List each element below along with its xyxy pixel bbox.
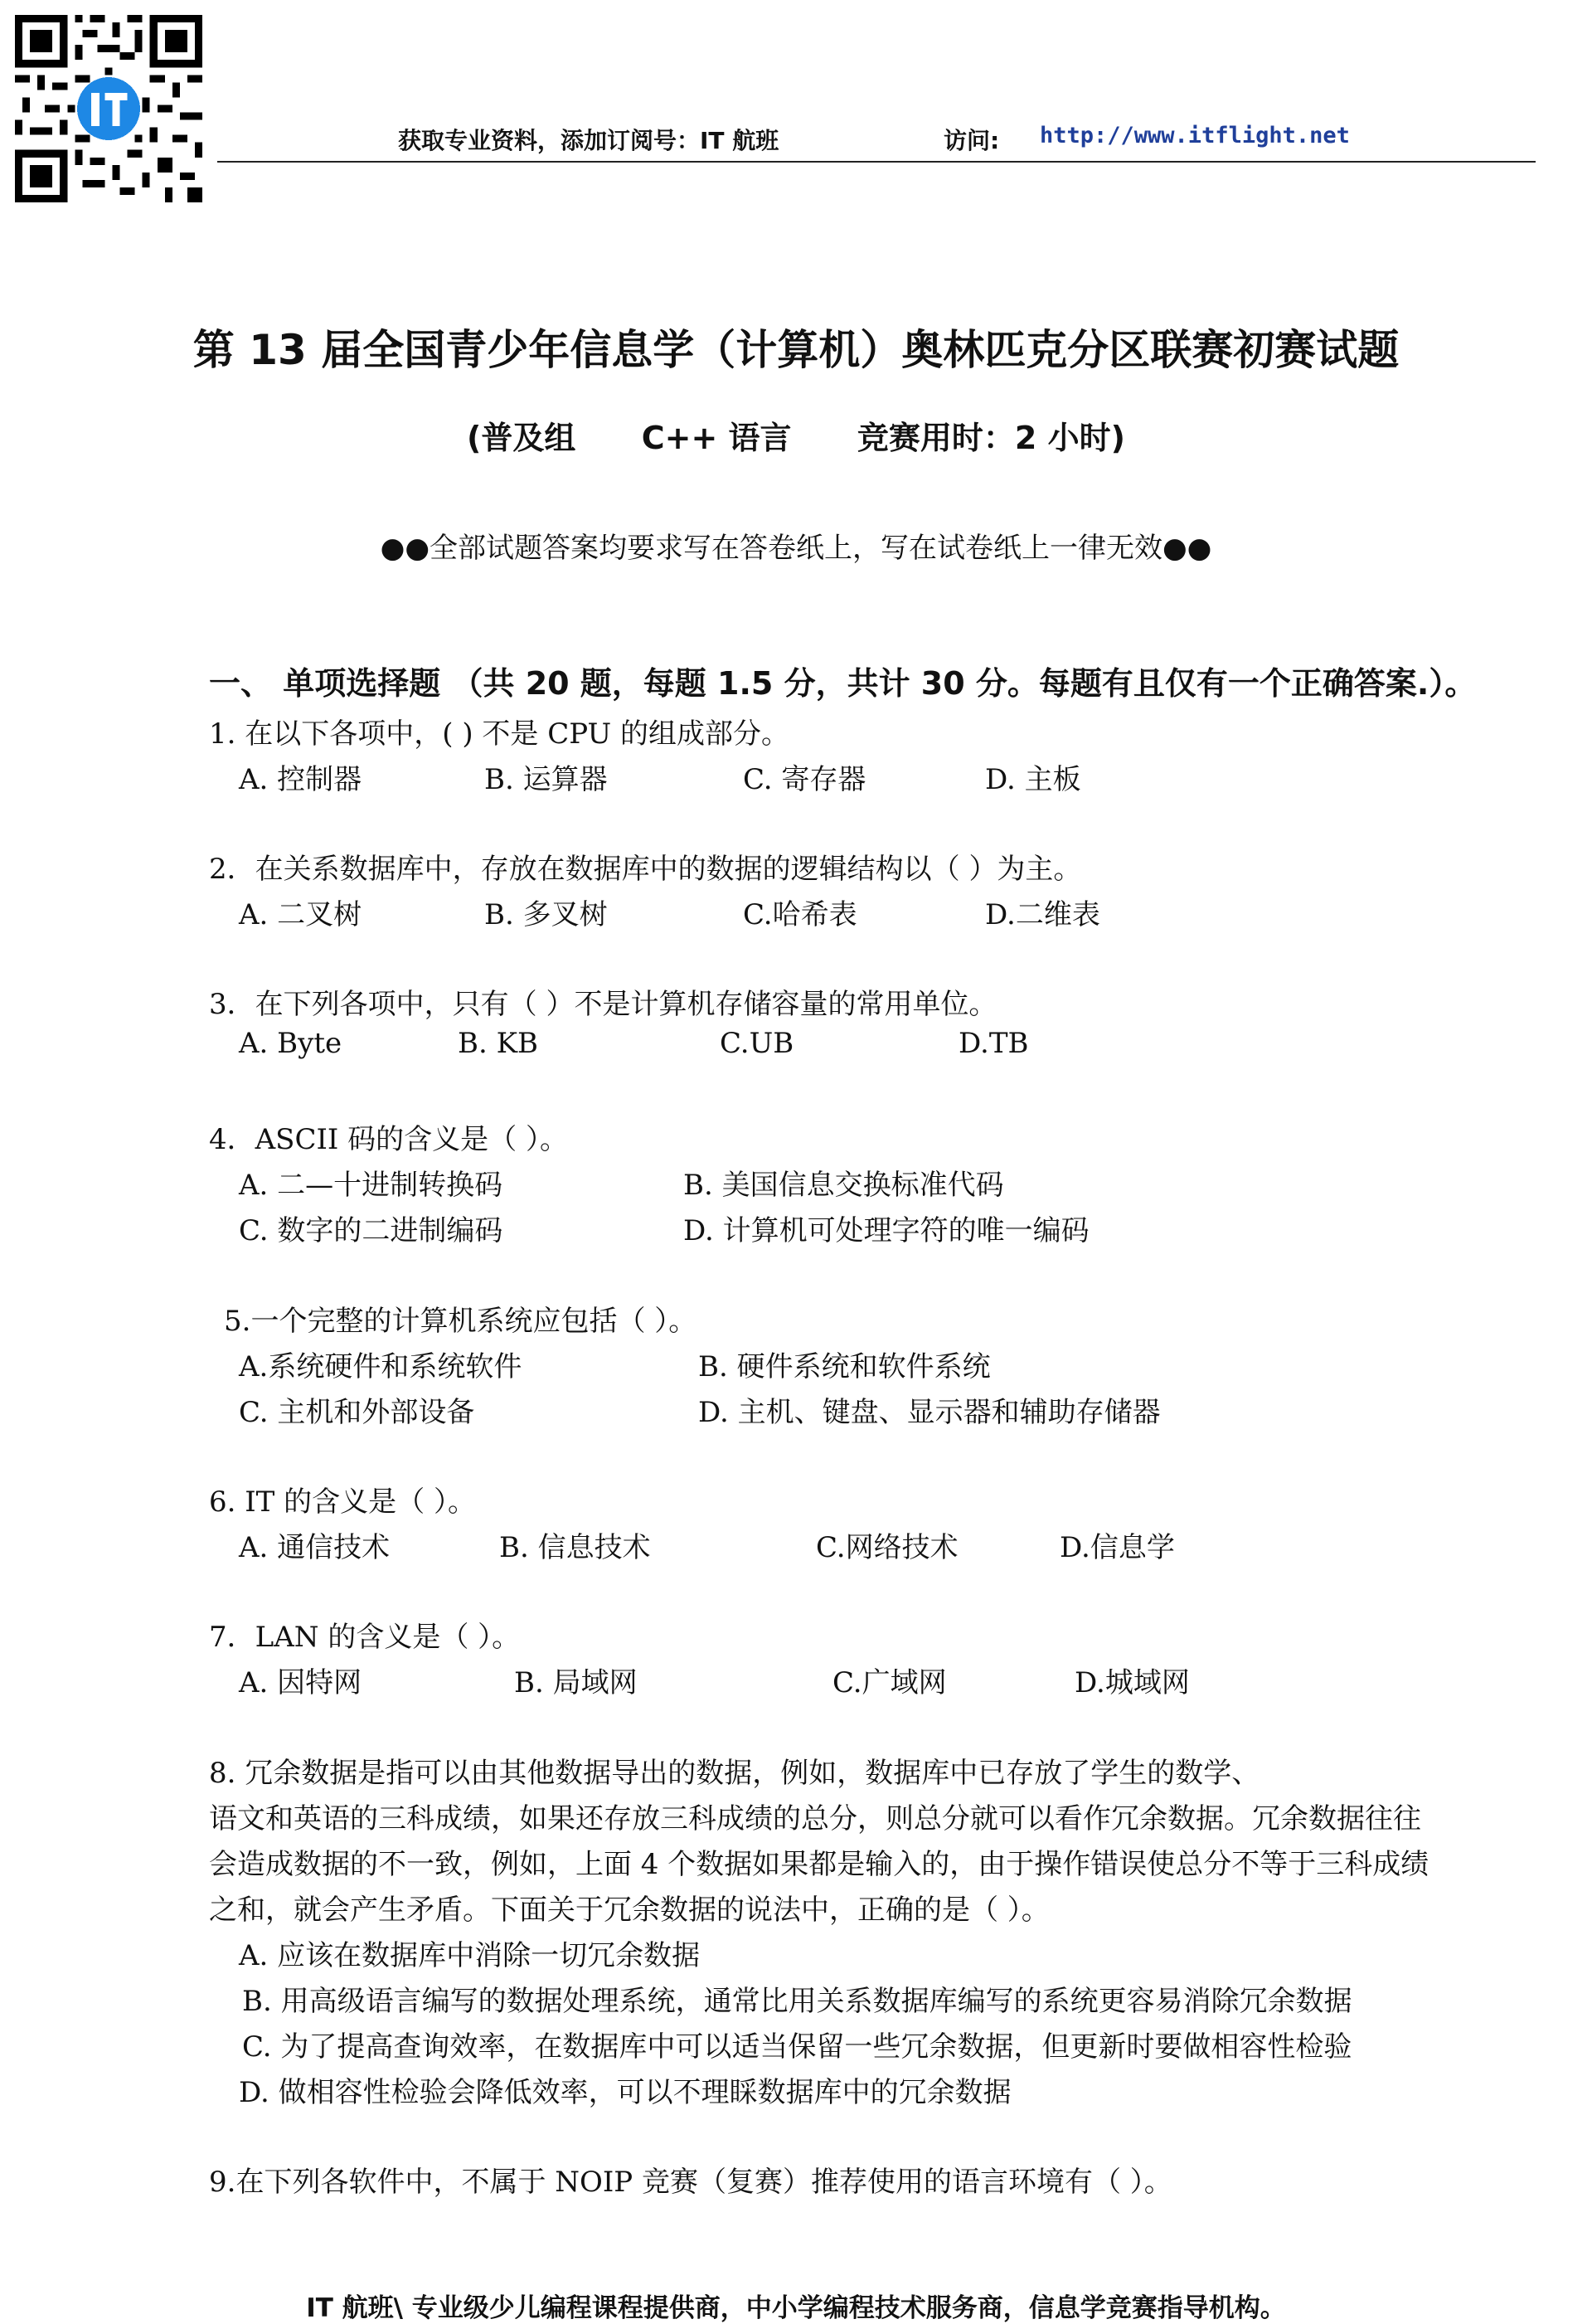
q1-option-a: A. 控制器: [239, 763, 362, 796]
q4-option-d: D. 计算机可处理字符的唯一编码: [683, 1214, 1090, 1247]
question-8-stem-line-3: 会造成数据的不一致，例如，上面 4 个数据如果都是输入的，由于操作错误使总分不等于三科成绩: [209, 1848, 1429, 1881]
q4-option-a: A. 二—十进制转换码: [239, 1169, 503, 1202]
exam-title: 第 13 届全国青少年信息学（计算机）奥林匹克分区联赛初赛试题: [192, 326, 1400, 374]
q6-option-b: B. 信息技术: [499, 1531, 651, 1564]
question-5-stem: 5.一个完整的计算机系统应包括（ ）。: [224, 1305, 697, 1338]
q7-option-d: D.城域网: [1075, 1666, 1190, 1699]
question-6-stem: 6. IT 的含义是（ ）。: [209, 1485, 476, 1519]
q2-option-a: A. 二叉树: [239, 898, 362, 931]
q3-option-b: B. KB: [458, 1027, 538, 1060]
q7-option-c: C.广域网: [832, 1666, 947, 1699]
q2-option-d: D.二维表: [985, 898, 1100, 931]
q2-option-c: C.哈希表: [743, 898, 857, 931]
q4-option-c: C. 数字的二进制编码: [239, 1214, 503, 1247]
q5-option-c: C. 主机和外部设备: [239, 1396, 475, 1429]
q8-option-d: D. 做相容性检验会降低效率，可以不理睬数据库中的冗余数据: [239, 2076, 1012, 2109]
q1-option-b: B. 运算器: [484, 763, 608, 796]
section-heading: 一、 单项选择题 （共 20 题，每题 1.5 分，共计 30 分。每题有且仅有一个正确答案.）。: [209, 665, 1477, 702]
question-2-stem: 2．在关系数据库中，存放在数据库中的数据的逻辑结构以（ ）为主。: [209, 853, 1082, 886]
q7-option-b: B. 局域网: [514, 1666, 638, 1699]
q1-option-d: D. 主板: [985, 763, 1081, 796]
q6-option-d: D.信息学: [1060, 1531, 1175, 1564]
q6-option-c: C.网络技术: [816, 1531, 959, 1564]
exam-notice: ●●全部试题答案均要求写在答卷纸上，写在试卷纸上一律无效●●: [380, 532, 1212, 565]
qr-code-image: [15, 15, 202, 202]
q5-option-a: A.系统硬件和系统软件: [239, 1350, 522, 1383]
q4-option-b: B. 美国信息交换标准代码: [683, 1169, 1004, 1202]
subscribe-text: 获取专业资料，添加订阅号：IT 航班: [398, 127, 779, 154]
question-8-stem-line-2: 语文和英语的三科成绩，如果还存放三科成绩的总分，则总分就可以看作冗余数据。冗余数据往往: [209, 1802, 1421, 1835]
q8-option-b: B. 用高级语言编写的数据处理系统，通常比用关系数据库编写的系统更容易消除冗余数据: [242, 1985, 1352, 2018]
question-8-stem-line-4: 之和，就会产生矛盾。下面关于冗余数据的说法中，正确的是（ ）。: [209, 1894, 1050, 1927]
question-4-stem: 4．ASCII 码的含义是（ ）。: [209, 1123, 568, 1156]
q2-option-b: B. 多叉树: [484, 898, 608, 931]
q8-option-a: A. 应该在数据库中消除一切冗余数据: [239, 1939, 701, 1972]
q3-option-c: C.UB: [720, 1027, 794, 1060]
q8-option-c: C. 为了提高查询效率，在数据库中可以适当保留一些冗余数据，但更新时要做相容性检验: [242, 2030, 1352, 2064]
question-7-stem: 7．LAN 的含义是（ ）。: [209, 1621, 521, 1654]
question-3-stem: 3．在下列各项中，只有（ ）不是计算机存储容量的常用单位。: [209, 988, 997, 1021]
q5-option-d: D. 主机、键盘、显示器和辅助存储器: [698, 1396, 1161, 1429]
q7-option-a: A. 因特网: [239, 1666, 362, 1699]
exam-subtitle: (普及组 C++ 语言 竞赛用时：2 小时): [467, 420, 1125, 456]
q3-option-a: A. Byte: [239, 1027, 342, 1060]
q5-option-b: B. 硬件系统和软件系统: [698, 1350, 991, 1383]
q6-option-a: A. 通信技术: [239, 1531, 391, 1564]
question-8-stem-line-1: 8. 冗余数据是指可以由其他数据导出的数据，例如，数据库中已存放了学生的数学、: [209, 1757, 1260, 1790]
page-header: [217, 123, 1536, 163]
question-9-stem: 9.在下列各软件中，不属于 NOIP 竞赛（复赛）推荐使用的语言环境有（ ）。: [209, 2166, 1172, 2199]
question-1-stem: 1. 在以下各项中，( ) 不是 CPU 的组成部分。: [209, 717, 789, 751]
page-footer: IT 航班\ 专业级少儿编程课程提供商，中小学编程技术服务商，信息学竞赛指导机构。: [306, 2293, 1286, 2323]
visit-link[interactable]: http://www.itflight.net: [1040, 123, 1350, 148]
visit-label: 访问:: [944, 127, 1000, 154]
q1-option-c: C. 寄存器: [743, 763, 866, 796]
q3-option-d: D.TB: [959, 1027, 1029, 1060]
